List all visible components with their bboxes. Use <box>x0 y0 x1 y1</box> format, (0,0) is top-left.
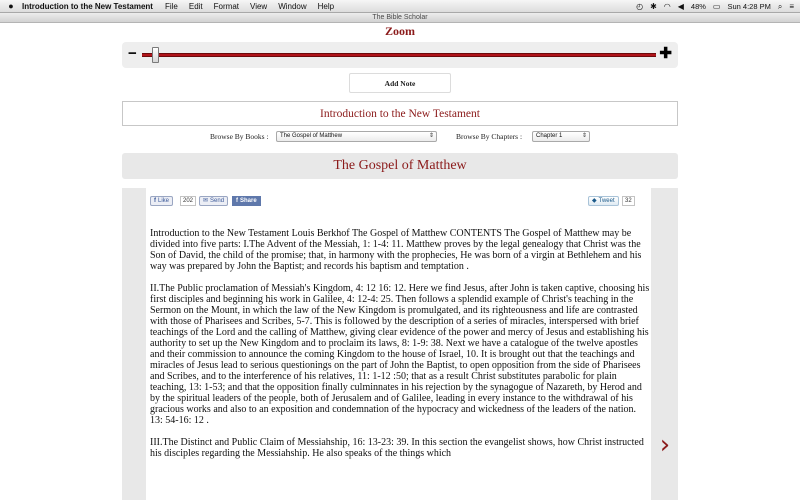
books-select[interactable] <box>276 131 437 142</box>
facebook-icon: f <box>154 198 156 204</box>
like-count: 202 <box>180 196 196 206</box>
time-machine-icon[interactable]: ◴ <box>636 2 644 11</box>
tweet-count: 32 <box>622 196 635 206</box>
next-chapter-arrow-icon[interactable]: › <box>659 430 671 460</box>
send-icon: ✉ <box>203 198 209 204</box>
books-select-value: The Gospel of Matthew <box>280 133 343 139</box>
menu-file[interactable]: File <box>164 1 178 11</box>
apple-menu-icon[interactable]: ● <box>8 1 14 11</box>
chapters-select[interactable] <box>532 131 590 142</box>
zoom-slider-track[interactable] <box>142 53 656 57</box>
share-label: Share <box>240 198 257 204</box>
status-area <box>636 0 794 13</box>
notification-center-icon[interactable]: ≡ <box>789 2 794 11</box>
book-title: Introduction to the New Testament <box>122 101 678 126</box>
clock[interactable]: Sun 4:28 PM <box>727 2 771 11</box>
battery-percent[interactable]: 48% <box>690 2 706 11</box>
zoom-in-button[interactable]: ✚ <box>659 45 672 62</box>
browse-books-label: Browse By Books : <box>210 132 269 141</box>
facebook-like-button[interactable] <box>150 196 173 206</box>
chapters-select-value: Chapter 1 <box>536 133 563 139</box>
facebook-share-button[interactable] <box>232 196 261 206</box>
menu-view[interactable]: View <box>250 1 268 11</box>
zoom-slider-panel <box>122 42 678 68</box>
paragraph: II.The Public proclamation of Messiah's Kingdom, 4: 12 16: 12. Here we find Jesus, after John is taken captive, choosing his first disciples and beginning his work in Galilee, 4: 12-4: 25. Then follows a splendid example of Christ's teaching in the Sermon on the Mount, in which the law of the New Kingdom is promulgated, and its righteousness and life are contrasted with those of Pharisees and Scribes, 5-7. This is followed by the description of a series of miracles, interspersed with brief teachings of the Lord and the calling of Matthew, giving clear evidence of the power and mercy of Jesus and establishing his authority to set up the New Kingdom and to proclaim its laws, 8: 1-9: 38. Next we have a catalogue of the twelve apostles and their commission to announce the coming Kingdom to the house of Israel, 10. It is brought out that the teachings and miracles of Jesus lead to serious questionings on the part of John the Baptist, to open opposition from the side of Pharisees and Scribes, and to the interference of his relatives, 11: 1-12 :50; that as a result Christ substitutes parabolic for plain teaching, 13: 1-53; and that the opposition finally culminnates in his rejection by the synagogue of Nazareth, by Herod and by the spiritual leaders of the people, both of Jerusalem and of Galilee, leading in every instance to the withdrawal of his gracious works and also to an exposition and condemnation of the hypocracy and wickedness of the leaders of the nation. 13: 54-16: 12 . <box>150 283 650 426</box>
tweet-label: Tweet <box>598 198 615 204</box>
section-title: The Gospel of Matthew <box>122 153 678 179</box>
window-title: The Bible Scholar <box>372 14 428 21</box>
like-label: Like <box>158 198 170 204</box>
chapter-text <box>150 228 650 470</box>
facebook-send-button[interactable] <box>199 196 228 206</box>
paragraph: Introduction to the New Testament Louis Berkhof The Gospel of Matthew CONTENTS The Gospel of Matthew may be divided into five parts: I.The Advent of the Messiah, 1: 1-4: 11. Matthew proves by the legal genealogy that Christ was the Son of David, the child of the promise; that, in harmony with the prophecies, He was born of a virgin at Bethlehem and his way was prepared by John the Baptist; and records his baptism and temptation . <box>150 228 642 272</box>
send-label: Send <box>210 198 225 204</box>
bluetooth-icon[interactable]: ✱ <box>650 2 657 11</box>
zoom-out-button[interactable]: − <box>128 45 137 62</box>
content-area <box>146 188 651 500</box>
twitter-bird-icon: ◆ <box>592 198 597 204</box>
menu-window[interactable]: Window <box>278 1 307 11</box>
spotlight-icon[interactable]: ⌕ <box>777 1 783 11</box>
window-title-bar <box>0 13 800 23</box>
facebook-icon: f <box>236 198 238 204</box>
menu-format[interactable]: Format <box>213 1 239 11</box>
app-menu[interactable]: Introduction to the New Testament <box>22 1 153 11</box>
volume-icon[interactable]: ◀ <box>677 2 684 11</box>
zoom-slider-thumb[interactable] <box>152 47 159 63</box>
tweet-button[interactable] <box>588 196 619 206</box>
paragraph: III.The Distinct and Public Claim of Messiahship, 16: 13-23: 39. In this section the evangelist shows, how Christ instructed his disciples regarding the Messiahship. He also speaks of the things which <box>150 437 644 459</box>
select-arrows-icon: ⇕ <box>581 133 587 139</box>
menu-bar <box>0 0 800 13</box>
select-arrows-icon: ⇕ <box>428 133 434 139</box>
add-note-button[interactable]: Add Note <box>349 73 451 93</box>
battery-icon[interactable]: ▭ <box>712 2 721 11</box>
wifi-icon[interactable]: ◠ <box>663 2 671 11</box>
menu-help[interactable]: Help <box>317 1 335 11</box>
zoom-heading: Zoom <box>385 24 415 38</box>
browse-chapters-label: Browse By Chapters : <box>456 132 523 141</box>
menu-edit[interactable]: Edit <box>188 1 203 11</box>
